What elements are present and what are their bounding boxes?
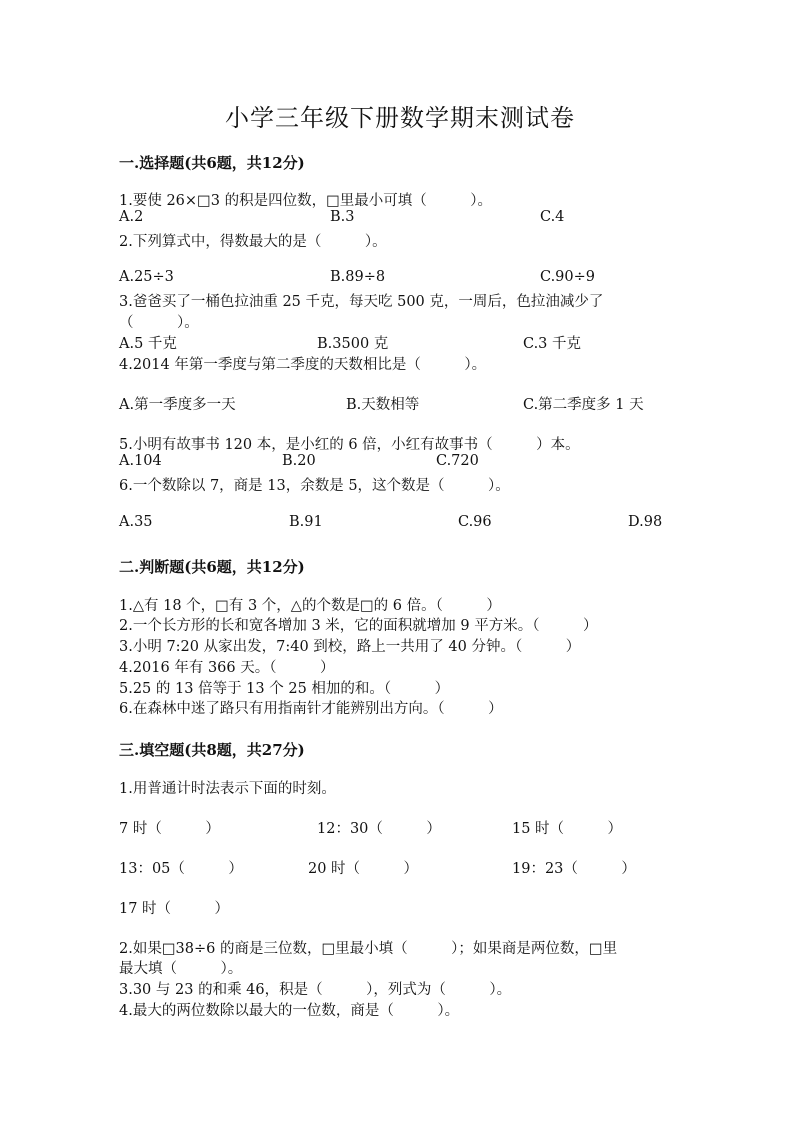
- option-a: A.35: [119, 514, 153, 530]
- time-item: 12：30（ ）: [317, 821, 441, 837]
- option-b: B.20: [282, 453, 316, 469]
- time-item: 13：05（ ）: [119, 861, 243, 877]
- page-title: 小学三年级下册数学期末测试卷: [225, 104, 575, 132]
- choice-q4-stem: 4.2014 年第一季度与第二季度的天数相比是（ ）。: [119, 357, 487, 373]
- section-fill-heading: 三.填空题(共8题，共27分): [119, 741, 305, 759]
- judge-item: 5.25 的 13 倍等于 13 个 25 相加的和。（ ）: [119, 681, 450, 697]
- choice-q6-options: [0, 514, 800, 534]
- choice-q2-options: [0, 269, 800, 289]
- time-item: 15 时（ ）: [512, 821, 623, 837]
- choice-q6-stem: 6.一个数除以 7，商是 13，余数是 5，这个数是（ ）。: [119, 478, 510, 494]
- time-item: 20 时（ ）: [308, 861, 419, 877]
- section-choice-heading: 一.选择题(共6题，共12分): [119, 154, 305, 172]
- choice-q5-options: [0, 453, 800, 473]
- option-a: A.5 千克: [119, 336, 177, 352]
- option-a: A.104: [119, 453, 162, 469]
- choice-q1-stem: 1.要使 26×□3 的积是四位数，□里最小可填（ ）。: [119, 193, 493, 209]
- time-item: 19：23（ ）: [512, 861, 636, 877]
- option-c: C.90÷9: [540, 269, 596, 285]
- time-row: [0, 857, 800, 877]
- judge-item: 6.在森林中迷了路只有用指南针才能辨别出方向。（ ）: [119, 701, 503, 717]
- choice-q5-stem: 5.小明有故事书 120 本，是小红的 6 倍，小红有故事书（ ）本。: [119, 437, 580, 453]
- choice-q3-stem: 3.爸爸买了一桶色拉油重 25 千克，每天吃 500 克，一周后，色拉油减少了: [119, 294, 604, 310]
- fill-q2-line2: 最大填（ ）。: [119, 961, 243, 977]
- option-c: C.4: [540, 209, 565, 225]
- option-a: A.2: [119, 209, 144, 225]
- time-item: 17 时（ ）: [119, 901, 230, 917]
- choice-q3-options: [0, 332, 800, 352]
- option-a: A.25÷3: [119, 269, 174, 285]
- time-row: [0, 817, 800, 837]
- option-d: D.98: [628, 514, 663, 530]
- judge-item: 3.小明 7:20 从家出发，7:40 到校，路上一共用了 40 分钟。（ ）: [119, 639, 581, 655]
- section-judge-heading: 二.判断题(共6题，共12分): [119, 558, 305, 576]
- fill-q4-stem: 4.最大的两位数除以最大的一位数，商是（ ）。: [119, 1003, 460, 1019]
- fill-q2-line1: 2.如果□38÷6 的商是三位数，□里最小填（ ）；如果商是两位数，□里: [119, 941, 618, 957]
- option-a: A.第一季度多一天: [119, 397, 236, 413]
- option-b: B.3: [330, 209, 355, 225]
- fill-q1-stem: 1.用普通计时法表示下面的时刻。: [119, 781, 336, 797]
- option-c: C.第二季度多 1 天: [523, 397, 644, 413]
- choice-q1-options: [0, 209, 800, 229]
- option-b: B.3500 克: [317, 336, 389, 352]
- option-c: C.3 千克: [523, 336, 582, 352]
- choice-q3-stem-cont: （ ）。: [119, 315, 199, 331]
- option-b: B.91: [289, 514, 323, 530]
- judge-item: 2.一个长方形的长和宽各增加 3 米，它的面积就增加 9 平方米。（ ）: [119, 618, 598, 634]
- option-c: C.720: [436, 453, 479, 469]
- option-c: C.96: [458, 514, 492, 530]
- choice-q4-options: [0, 393, 800, 413]
- option-b: B.天数相等: [346, 397, 420, 413]
- judge-item: 1.△有 18 个，□有 3 个，△的个数是□的 6 倍。（ ）: [119, 598, 501, 614]
- judge-item: 4.2016 年有 366 天。（ ）: [119, 660, 335, 676]
- time-item: 7 时（ ）: [119, 821, 220, 837]
- fill-q3-stem: 3.30 与 23 的和乘 46，积是（ ），列式为（ ）。: [119, 982, 512, 998]
- option-b: B.89÷8: [330, 269, 386, 285]
- time-row: [0, 897, 800, 917]
- choice-q2-stem: 2.下列算式中，得数最大的是（ ）。: [119, 234, 387, 250]
